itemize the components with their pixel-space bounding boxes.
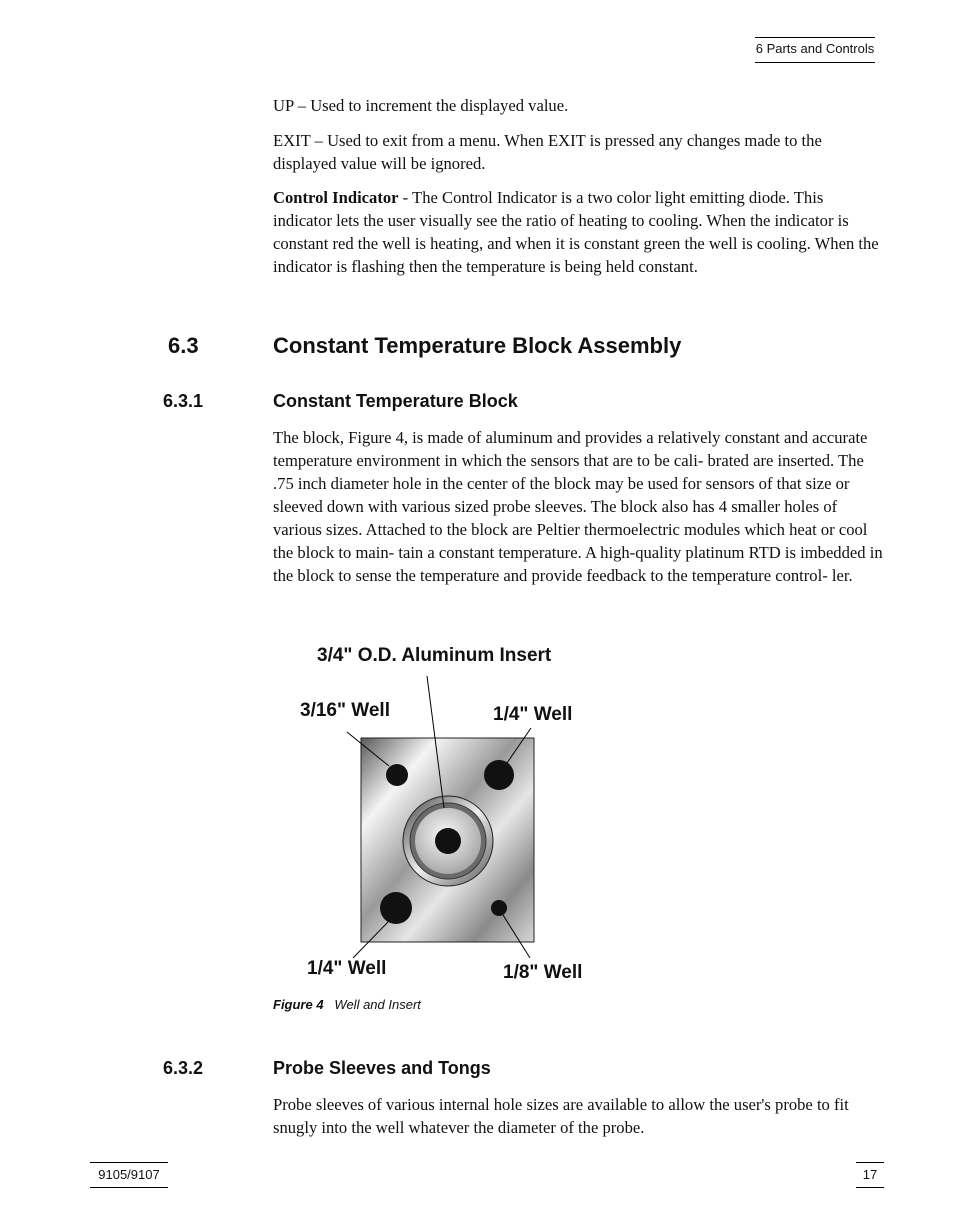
probe-sleeves-body: Probe sleeves of various internal hole sizes are available to allow the user's probe to fit snugly into the well whatever the diameter of the probe.	[273, 1095, 849, 1137]
label-well-3-16: 3/16" Well	[300, 700, 390, 721]
label-well-1-4-bottom: 1/4" Well	[307, 958, 387, 979]
footer-model-number: 9105/9107	[90, 1162, 168, 1188]
section-number-6-3-1: 6.3.1	[163, 391, 204, 411]
control-indicator-text: - The Control Indicator is a two color light emitting diode. This indicator lets the user visually see the ratio of heating to cooling. When the indicator is constant red the well is heating, and when it is constant green the well is cooling. When the indicator is flashing then the temperature is being held constant.	[273, 188, 879, 276]
label-well-1-4-top: 1/4" Well	[493, 704, 573, 725]
well-1-8-hole	[491, 900, 507, 916]
constant-temperature-block-body: The block, Figure 4, is made of aluminum and provides a relatively constant and accurate temperature environment in which the sensors that are to be cali- brated are inserted. The .75 inch diameter hole in the center of the block may be used for sensors of that size or sleeved down with various sized probe sleeves. The block also has 4 smaller holes of various sizes. Attached to the block are Peltier thermoelectric modules which heat or cool the block to main- tain a constant temperature. A high-quality platinum RTD is imbedded in the block to sense the temperature and provide feedback to the temperature control- ler.	[273, 428, 883, 585]
well-3-16-hole	[386, 764, 408, 786]
figure-caption-text: Well and Insert	[334, 997, 421, 1012]
exit-button-description: EXIT – Used to exit from a menu. When EXIT is pressed any changes made to the displayed value will be ignored.	[273, 131, 822, 173]
section-title-6-3-1: Constant Temperature Block	[273, 391, 518, 411]
well-1-4-bottom-hole	[380, 892, 412, 924]
insert-center-hole	[435, 828, 461, 854]
label-aluminum-insert: 3/4" O.D. Aluminum Insert	[317, 645, 552, 666]
running-header: 6 Parts and Controls	[755, 37, 875, 63]
section-number-6-3: 6.3	[168, 333, 199, 358]
well-1-4-top-hole	[484, 760, 514, 790]
figure-caption	[273, 997, 421, 1012]
up-button-description: UP – Used to increment the displayed value.	[273, 96, 569, 115]
figure-caption-number: Figure 4	[273, 997, 324, 1012]
section-number-6-3-2: 6.3.2	[163, 1058, 204, 1078]
section-title-6-3: Constant Temperature Block Assembly	[273, 333, 682, 358]
section-title-6-3-2: Probe Sleeves and Tongs	[273, 1058, 491, 1078]
control-indicator-term: Control Indicator	[273, 188, 399, 207]
page-number: 17	[856, 1162, 884, 1188]
label-well-1-8: 1/8" Well	[503, 962, 583, 983]
